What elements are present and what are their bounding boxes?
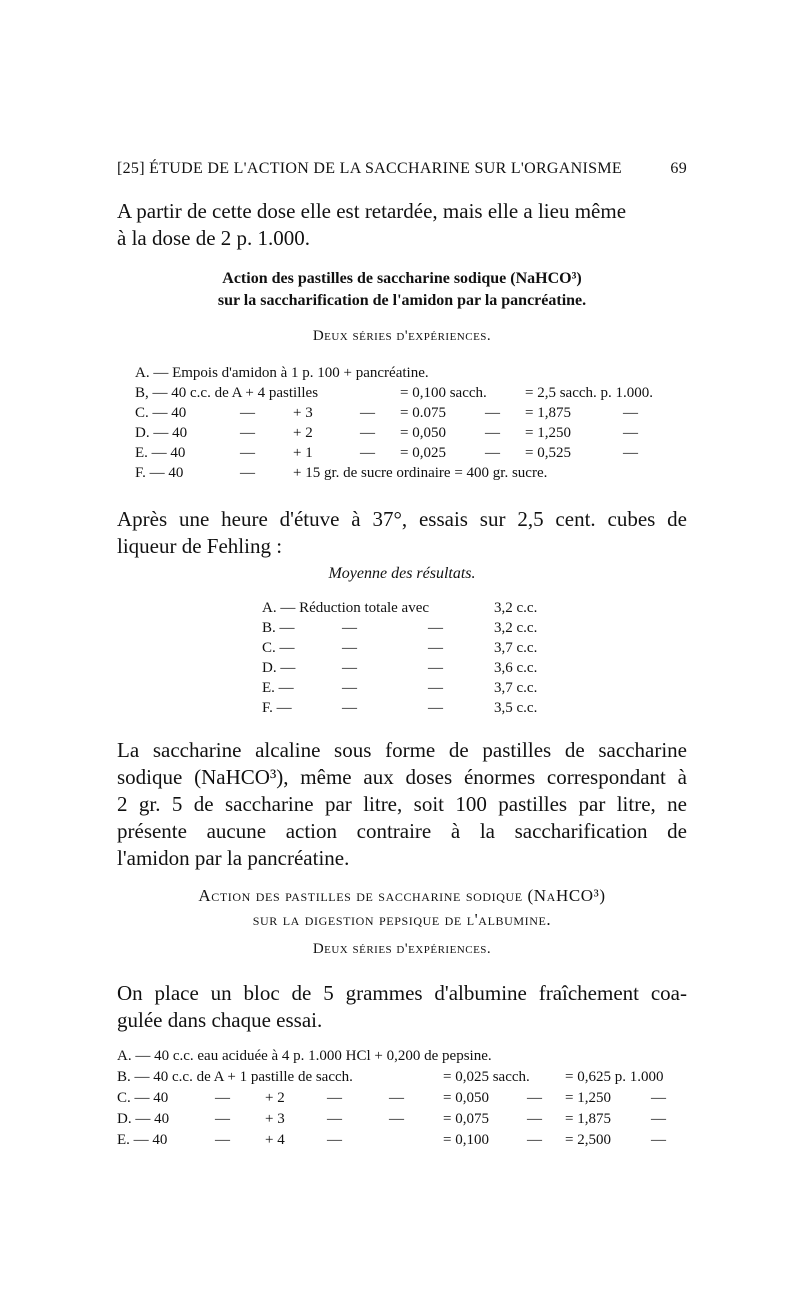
results-row [262,618,562,638]
experiment-plus: + 2 [265,1090,285,1106]
results-label: A. — Réduction totale avec [262,600,430,616]
section-heading-line: sur la saccharification de l'amidon par la pancréatine. [217,292,587,309]
results-label: D. — [262,660,296,676]
results-row [262,638,562,658]
ditto-mark: — [428,700,443,716]
results-value: 3,2 c.c. [494,600,538,616]
ditto-mark: — [651,1132,666,1148]
section-heading-saccharification [117,268,687,312]
paragraph-albumin [117,980,687,1034]
results-table [262,598,562,718]
results-value: 3,6 c.c. [494,660,538,676]
experiment-eq1: = 0,025 [400,445,446,461]
ditto-mark: — [240,465,255,481]
section-heading-digestion [117,884,687,932]
experiment-label: C. — 40 [117,1090,169,1106]
experiment-row [135,423,695,443]
ditto-mark: — [327,1090,342,1106]
experiment-eq1: = 0,050 [400,425,446,441]
experiment-eq1: = 0,100 [443,1132,489,1148]
results-value: 3,2 c.c. [494,620,538,636]
page-number: 69 [670,160,687,177]
experiment-row [135,363,695,383]
ditto-mark: — [527,1090,542,1106]
results-value: 3,7 c.c. [494,640,538,656]
ditto-mark: — [651,1090,666,1106]
experiment-eq1: = 0.075 [400,405,446,421]
ditto-mark: — [428,640,443,656]
ditto-mark: — [240,445,255,461]
ditto-mark: — [342,640,357,656]
ditto-mark: — [240,425,255,441]
experiment-plus: + 1 [293,445,313,461]
experiment-label: D. — 40 [117,1111,170,1127]
ditto-mark: — [623,445,638,461]
results-row [262,698,562,718]
results-value: 3,5 c.c. [494,700,538,716]
experiment-label: B. — 40 c.c. de A + 1 pastille de sacch. [117,1069,353,1085]
experiment-eq2: = 1,250 [525,425,571,441]
experiment-row [135,403,695,423]
experiment-label: A. — 40 c.c. eau aciduée à 4 p. 1.000 HCl + 0,200 de pepsine. [117,1048,492,1064]
ditto-mark: — [527,1111,542,1127]
ditto-mark: — [240,405,255,421]
paragraph-line: 2 gr. 5 de saccharine par litre, soit 100 pastilles par litre, ne [117,792,687,816]
experiment-eq2: = 1,875 [525,405,571,421]
experiment-row [117,1088,697,1109]
paragraph-line: l'amidon par la pancréatine. [117,846,350,870]
results-label: F. — [262,700,292,716]
paragraph-line: sodique (NaHCO³), même aux doses énormes correspondant à [117,765,687,789]
section-heading-line: Action des pastilles de saccharine sodique (NaHCO³) [222,270,582,287]
ditto-mark: — [623,425,638,441]
paragraph-intro [117,198,687,252]
experiment-plus: + 3 [293,405,313,421]
results-label: E. — [262,680,294,696]
experiment-eq2: = 1,250 [565,1090,611,1106]
experiment-row [135,443,695,463]
experiment-eq2: = 2,500 [565,1132,611,1148]
experiment-eq1: = 0,025 sacch. [443,1069,530,1085]
ditto-mark: — [327,1111,342,1127]
experiment-plus: + 4 [265,1132,285,1148]
ditto-mark: — [215,1111,230,1127]
ditto-mark: — [485,425,500,441]
ditto-mark: — [342,700,357,716]
ditto-mark: — [485,405,500,421]
ditto-mark: — [428,680,443,696]
experiment-label: C. — 40 [135,405,187,421]
section-subheading: Deux séries d'expériences. [312,328,492,344]
experiment-label: A. — Empois d'amidon à 1 p. 100 + pancréatine. [135,365,429,381]
experiment-label: F. — 40 [135,465,184,481]
results-label: C. — [262,640,295,656]
experiment-list-1 [135,363,695,483]
ditto-mark: — [623,405,638,421]
experiment-label: E. — 40 [117,1132,168,1148]
experiment-eq2: = 0,625 p. 1.000 [565,1069,664,1085]
results-title: Moyenne des résultats. [328,565,476,582]
experiment-row [117,1109,697,1130]
ditto-mark: — [651,1111,666,1127]
ditto-mark: — [327,1132,342,1148]
experiment-list-2 [117,1046,697,1151]
experiment-row [117,1130,697,1151]
ditto-mark: — [428,660,443,676]
ditto-mark: — [428,620,443,636]
running-header-title: [25] ÉTUDE DE L'ACTION DE LA SACCHARINE SUR L'ORGANISME [117,160,622,177]
ditto-mark: — [360,445,375,461]
experiment-eq1: = 0,100 sacch. [400,385,487,401]
ditto-mark: — [342,620,357,636]
experiment-label: D. — 40 [135,425,188,441]
experiment-eq1: = 0,075 [443,1111,489,1127]
paragraph-fehling [117,506,687,560]
experiment-eq2: = 1,875 [565,1111,611,1127]
ditto-mark: — [342,660,357,676]
section-subheading: Deux séries d'expériences. [312,941,492,957]
ditto-mark: — [215,1132,230,1148]
paragraph-line: à la dose de 2 p. 1.000. [117,226,311,250]
paragraph-line: liqueur de Fehling : [117,534,283,558]
experiment-eq1: = 0,050 [443,1090,489,1106]
results-value: 3,7 c.c. [494,680,538,696]
results-row [262,658,562,678]
paragraph-conclusion [117,737,687,872]
section-heading-line: sur la digestion pepsique de l'albumine. [252,910,552,929]
results-label: B. — [262,620,295,636]
paragraph-line: gulée dans chaque essai. [117,1008,323,1032]
experiment-label: E. — 40 [135,445,186,461]
ditto-mark: — [485,445,500,461]
experiment-row [135,383,695,403]
paragraph-line: présente aucune action contraire à la saccharification de [117,819,687,843]
section-heading-line: Action des pastilles de saccharine sodique (NaHCO³) [198,886,606,905]
paragraph-line: A partir de cette dose elle est retardée, mais elle a lieu même [117,199,627,223]
ditto-mark: — [342,680,357,696]
paragraph-line: On place un bloc de 5 grammes d'albumine fraîchement coa- [117,981,687,1005]
ditto-mark: — [527,1132,542,1148]
experiment-eq2: = 0,525 [525,445,571,461]
paragraph-line: Après une heure d'étuve à 37°, essais sur 2,5 cent. cubes de [117,507,687,531]
experiment-plus: + 3 [265,1111,285,1127]
experiment-row [117,1067,697,1088]
ditto-mark: — [360,405,375,421]
paragraph-line: La saccharine alcaline sous forme de pastilles de saccharine [117,738,687,762]
ditto-mark: — [389,1090,404,1106]
experiment-plus: + 2 [293,425,313,441]
experiment-label: B, — 40 c.c. de A + 4 pastilles [135,385,319,401]
experiment-row [135,463,695,483]
ditto-mark: — [215,1090,230,1106]
experiment-row [117,1046,697,1067]
ditto-mark: — [360,425,375,441]
ditto-mark: — [389,1111,404,1127]
experiment-rest: + 15 gr. de sucre ordinaire = 400 gr. sucre. [293,465,548,481]
results-row [262,678,562,698]
results-row [262,598,562,618]
experiment-eq2: = 2,5 sacch. p. 1.000. [525,385,654,401]
